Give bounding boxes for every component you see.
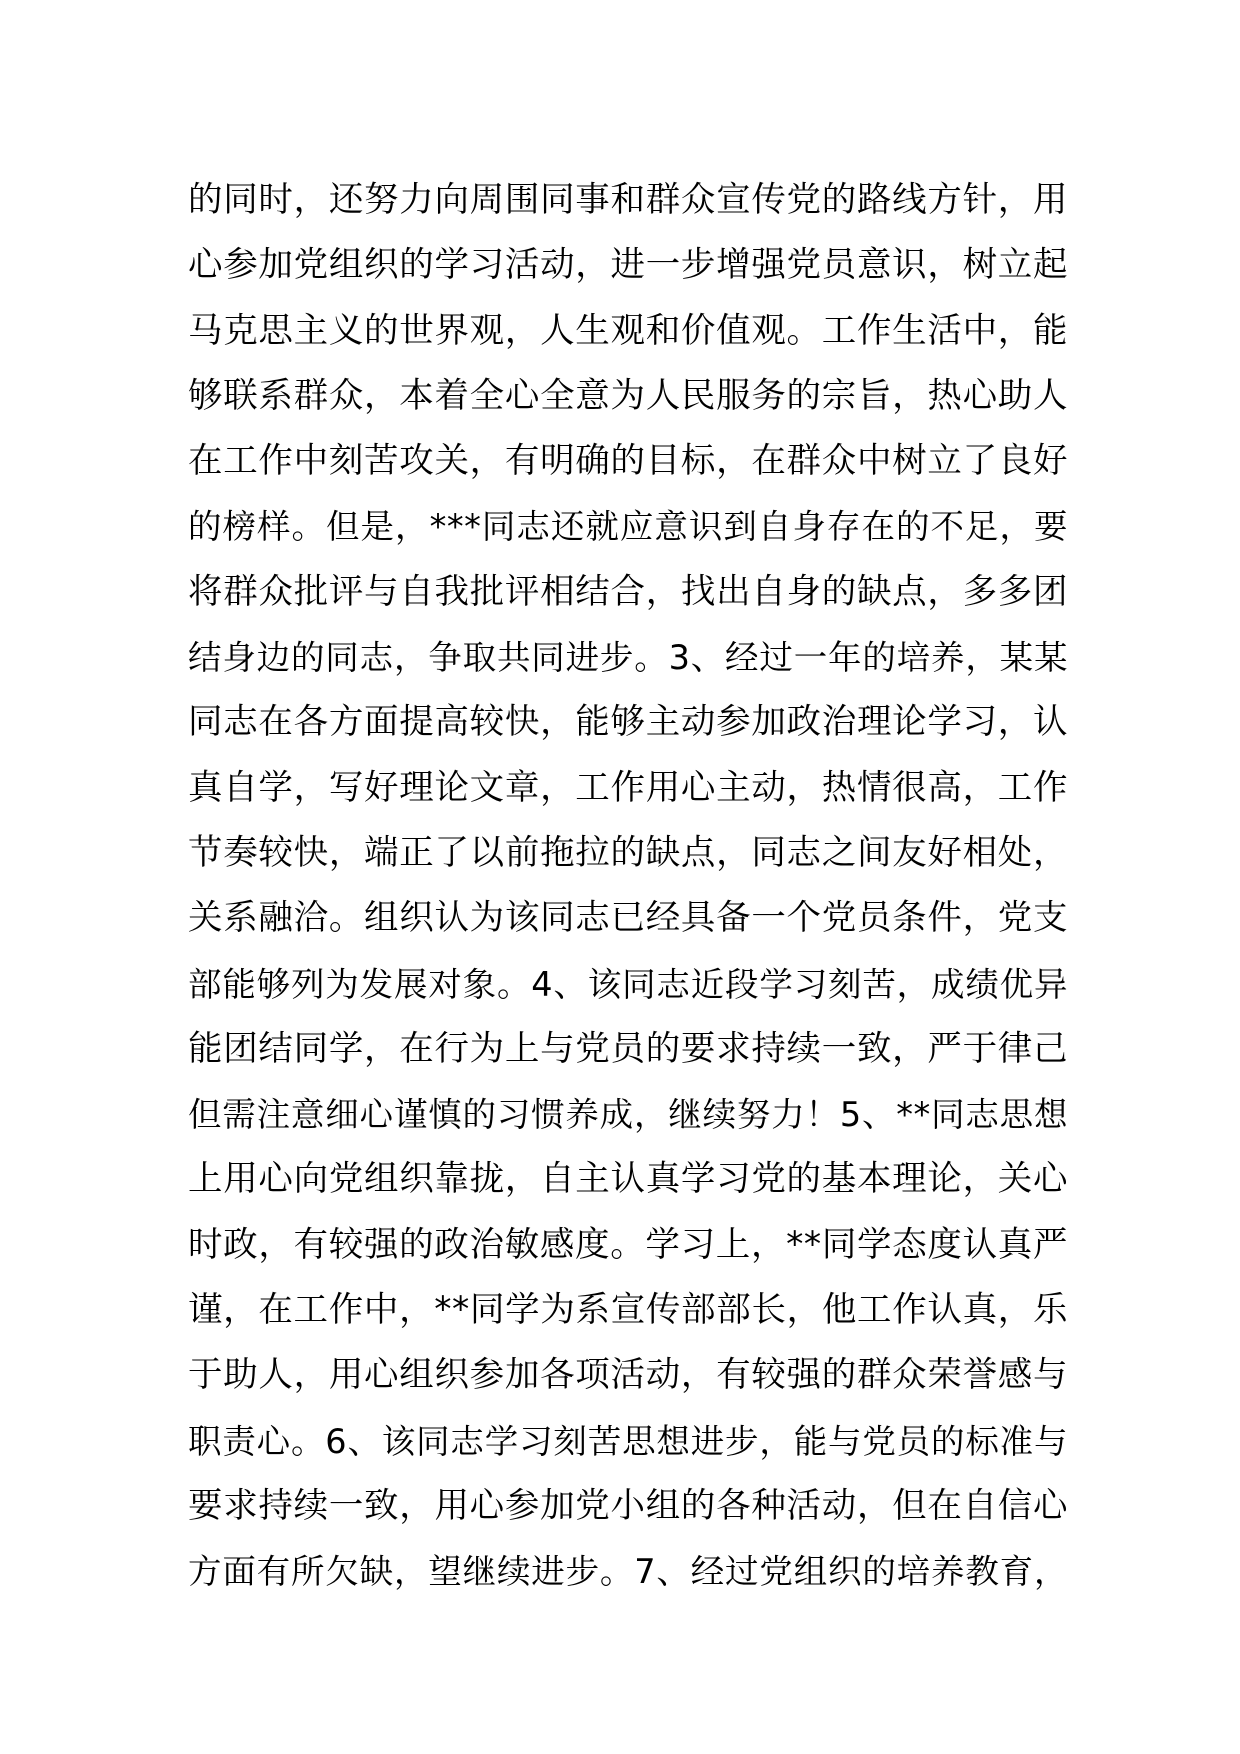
text-line: 将群众批评与自我批评相结合，找出自身的缺点，多多团 xyxy=(188,571,1068,612)
text-line: 的榜样。但是，***同志还就应意识到自身存在的不足，要 xyxy=(188,507,1068,547)
text-line: 关系融洽。组织认为该同志已经具备一个党员条件，党支 xyxy=(188,898,1068,939)
text-line: 能团结同学，在行为上与党员的要求持续一致，严于律己 xyxy=(188,1028,1068,1069)
text-line: 上用心向党组织靠拢，自主认真学习党的基本理论，关心 xyxy=(188,1159,1068,1200)
text-line: 的同时，还努力向周围同事和群众宣传党的路线方针，用 xyxy=(188,180,1068,220)
text-line: 马克思主义的世界观，人生观和价值观。工作生活中，能 xyxy=(188,310,1068,351)
body-text xyxy=(188,168,1068,1605)
text-line: 真自学，写好理论文章，工作用心主动，热情很高，工作 xyxy=(188,767,1068,808)
text-line: 但需注意细心谨慎的习惯养成，继续努力！5、**同志思想 xyxy=(188,1095,1068,1135)
text-line: 心参加党组织的学习活动，进一步增强党员意识，树立起 xyxy=(188,245,1068,286)
text-line: 于助人，用心组织参加各项活动，有较强的群众荣誉感与 xyxy=(188,1355,1068,1396)
text-line: 时政，有较强的政治敏感度。学习上，**同学态度认真严 xyxy=(188,1224,1068,1265)
text-line: 在工作中刻苦攻关，有明确的目标，在群众中树立了良好 xyxy=(188,441,1068,482)
text-line: 够联系群众，本着全心全意为人民服务的宗旨，热心助人 xyxy=(188,375,1068,416)
text-line: 节奏较快，端正了以前拖拉的缺点，同志之间友好相处， xyxy=(188,832,1068,873)
text-line: 结身边的同志，争取共同进步。3、经过一年的培养，某某 xyxy=(188,638,1068,678)
text-line: 部能够列为发展对象。4、该同志近段学习刻苦，成绩优异 xyxy=(188,964,1068,1004)
text-line: 同志在各方面提高较快，能够主动参加政治理论学习，认 xyxy=(188,702,1068,743)
text-line: 方面有所欠缺，望继续进步。7、经过党组织的培养教育， xyxy=(188,1552,1068,1592)
text-line: 谨，在工作中，**同学为系宣传部部长，他工作认真，乐 xyxy=(188,1290,1068,1331)
text-line: 要求持续一致，用心参加党小组的各种活动，但在自信心 xyxy=(188,1485,1068,1526)
text-line: 职责心。6、该同志学习刻苦思想进步，能与党员的标准与 xyxy=(188,1421,1068,1461)
